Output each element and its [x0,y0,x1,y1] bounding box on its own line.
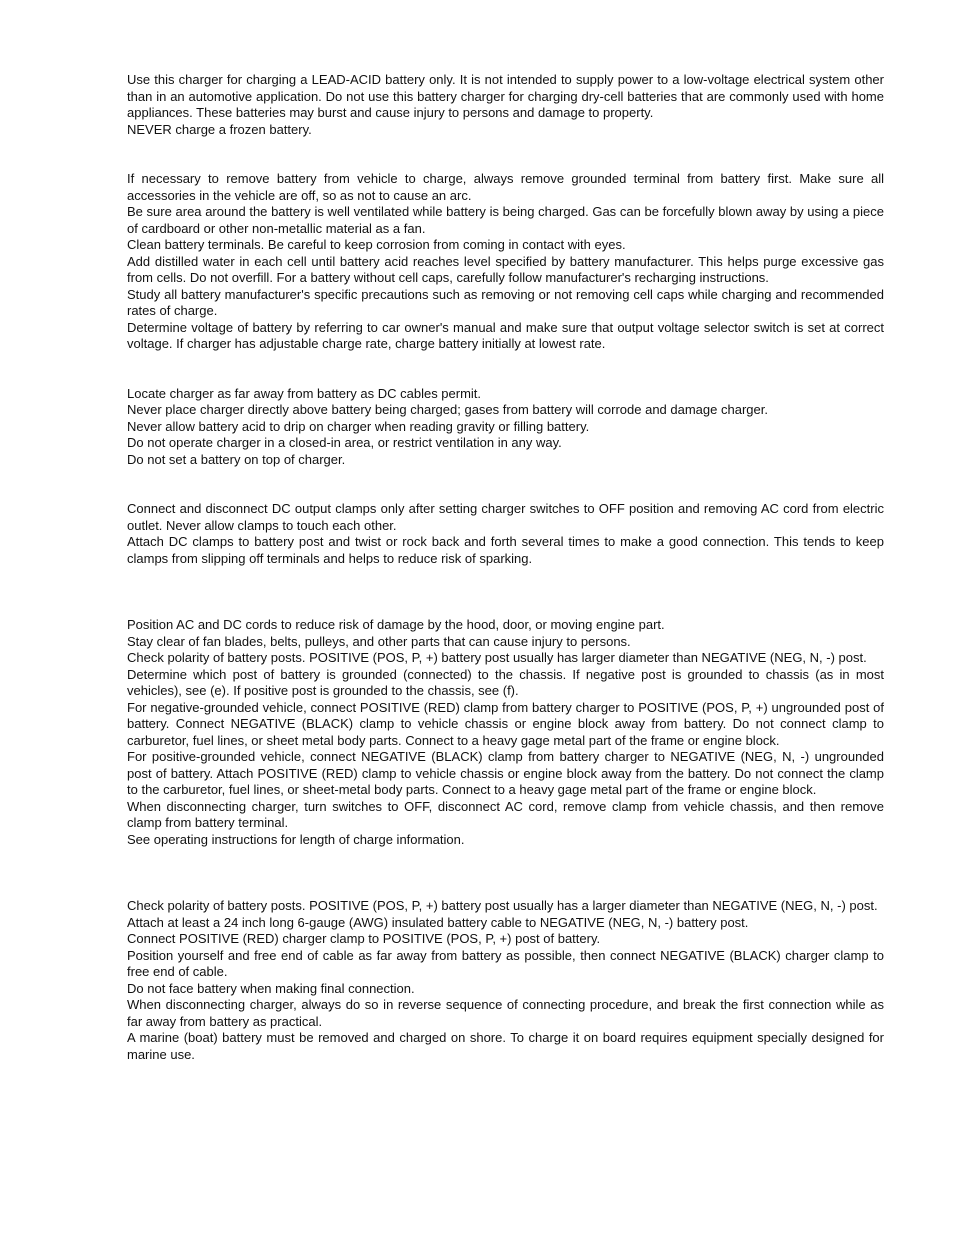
section-dc-connection [127,501,884,567]
paragraph: Connect POSITIVE (RED) charger clamp to POSITIVE (POS, P, +) post of battery. [127,931,601,946]
paragraph: Determine voltage of battery by referring to car owner's manual and make sure that output voltage selector switch is set at correct voltage. If charger has adjustable charge rate, charge battery initially at lowest rate. [127,319,884,351]
paragraph: If necessary to remove battery from vehicle to charge, always remove grounded terminal from battery first. Make sure all accessories in the vehicle are off, so as not to cause an arc. [127,171,884,203]
paragraph: Never allow battery acid to drip on charger when reading gravity or filling battery. [127,418,590,434]
section-battery-outside-vehicle [127,898,884,1063]
paragraph: Connect and disconnect DC output clamps only after setting charger switches to OFF position and removing AC cord from electric outlet. Never allow clamps to touch each other. [127,501,884,533]
paragraph: Do not operate charger in a closed-in area, or restrict ventilation in any way. [127,435,562,450]
section-preparing-to-charge [127,171,884,353]
paragraph: Attach at least a 24 inch long 6-gauge (AWG) insulated battery cable to NEGATIVE (NEG, N, -) battery post. [127,914,749,930]
paragraph: Position AC and DC cords to reduce risk of damage by the hood, door, or moving engine part. [127,617,665,632]
paragraph: Be sure area around the battery is well ventilated while battery is being charged. Gas can be forcefully blown away by using a piece of cardboard or other non-metallic material as a fan. [127,204,884,236]
paragraph: When disconnecting charger, always do so in reverse sequence of connecting procedure, and break the first connection while as far away from battery as practical. [127,997,884,1029]
paragraph: A marine (boat) battery must be removed and charged on shore. To charge it on board requires equipment specially designed for marine use. [127,1030,884,1062]
paragraph: Attach DC clamps to battery post and twist or rock back and forth several times to make a good connection. This tends to keep clamps from slipping off terminals and helps to reduce risk of sparking. [127,534,884,566]
paragraph: Locate charger as far away from battery as DC cables permit. [127,385,482,401]
paragraph: Clean battery terminals. Be careful to keep corrosion from coming in contact with eyes. [127,237,626,252]
paragraph: Use this charger for charging a LEAD-ACID battery only. It is not intended to supply power to a low-voltage electrical system other than in an automotive application. Do not use this battery charger for charging dry-cell batteries that are commonly used with home appliances. These batteries may burst and cause injury to persons and damage to property. [127,72,884,120]
document-page [127,72,884,1063]
section-charger-location [127,386,884,469]
paragraph: Do not face battery when making final connection. [127,980,415,996]
paragraph: Add distilled water in each cell until battery acid reaches level specified by battery manufacturer. This helps purge excessive gas from cells. Do not overfill. For a battery without cell caps, carefully follow manufacturer's recharging instructions. [127,253,884,285]
paragraph: Check polarity of battery posts. POSITIVE (POS, P, +) battery post usually has a larger diameter than NEGATIVE (NEG, N, -) post. [127,898,878,913]
section-battery-type [127,72,884,138]
paragraph: Never place charger directly above battery being charged; gases from battery will corrode and damage charger. [127,402,768,417]
paragraph: Stay clear of fan blades, belts, pulleys, and other parts that can cause injury to persons. [127,633,631,649]
paragraph: For positive-grounded vehicle, connect NEGATIVE (BLACK) clamp from battery charger to NEGATIVE (NEG, N, -) ungrounded post of battery. Attach POSITIVE (RED) clamp to vehicle chassis or engine block away from the battery. Do not connect the clamp to the carburetor, fuel lines, or sheet-metal body parts. Connect to a heavy gage metal part of the frame or engine block. [127,749,884,797]
paragraph: For negative-grounded vehicle, connect POSITIVE (RED) clamp from battery charger to POSITIVE (POS, P, +) ungrounded post of battery. Connect NEGATIVE (BLACK) clamp to vehicle chassis or engine block away from battery. Do not connect clamp to carburetor, fuel lines, or sheet metal body parts. Connect to a heavy gage metal part of the frame or engine block. [127,699,884,748]
paragraph: Position yourself and free end of cable as far away from battery as possible, then connect NEGATIVE (BLACK) charger clamp to free end of cable. [127,947,884,979]
paragraph: Do not set a battery on top of charger. [127,451,346,467]
section-battery-installed-in-vehicle [127,617,884,848]
paragraph: When disconnecting charger, turn switches to OFF, disconnect AC cord, remove clamp from vehicle chassis, and then remove clamp from battery terminal. [127,798,884,830]
paragraph: NEVER charge a frozen battery. [127,121,312,137]
paragraph: Determine which post of battery is grounded (connected) to the chassis. If negative post is grounded to chassis (as in most vehicles), see (e). If positive post is grounded to the chassis, see (f). [127,666,884,698]
paragraph: Check polarity of battery posts. POSITIVE (POS, P, +) battery post usually has larger diameter than NEGATIVE (NEG, N, -) post. [127,650,867,665]
paragraph: Study all battery manufacturer's specific precautions such as removing or not removing cell caps while charging and recommended rates of charge. [127,286,884,318]
paragraph: See operating instructions for length of charge information. [127,831,465,847]
